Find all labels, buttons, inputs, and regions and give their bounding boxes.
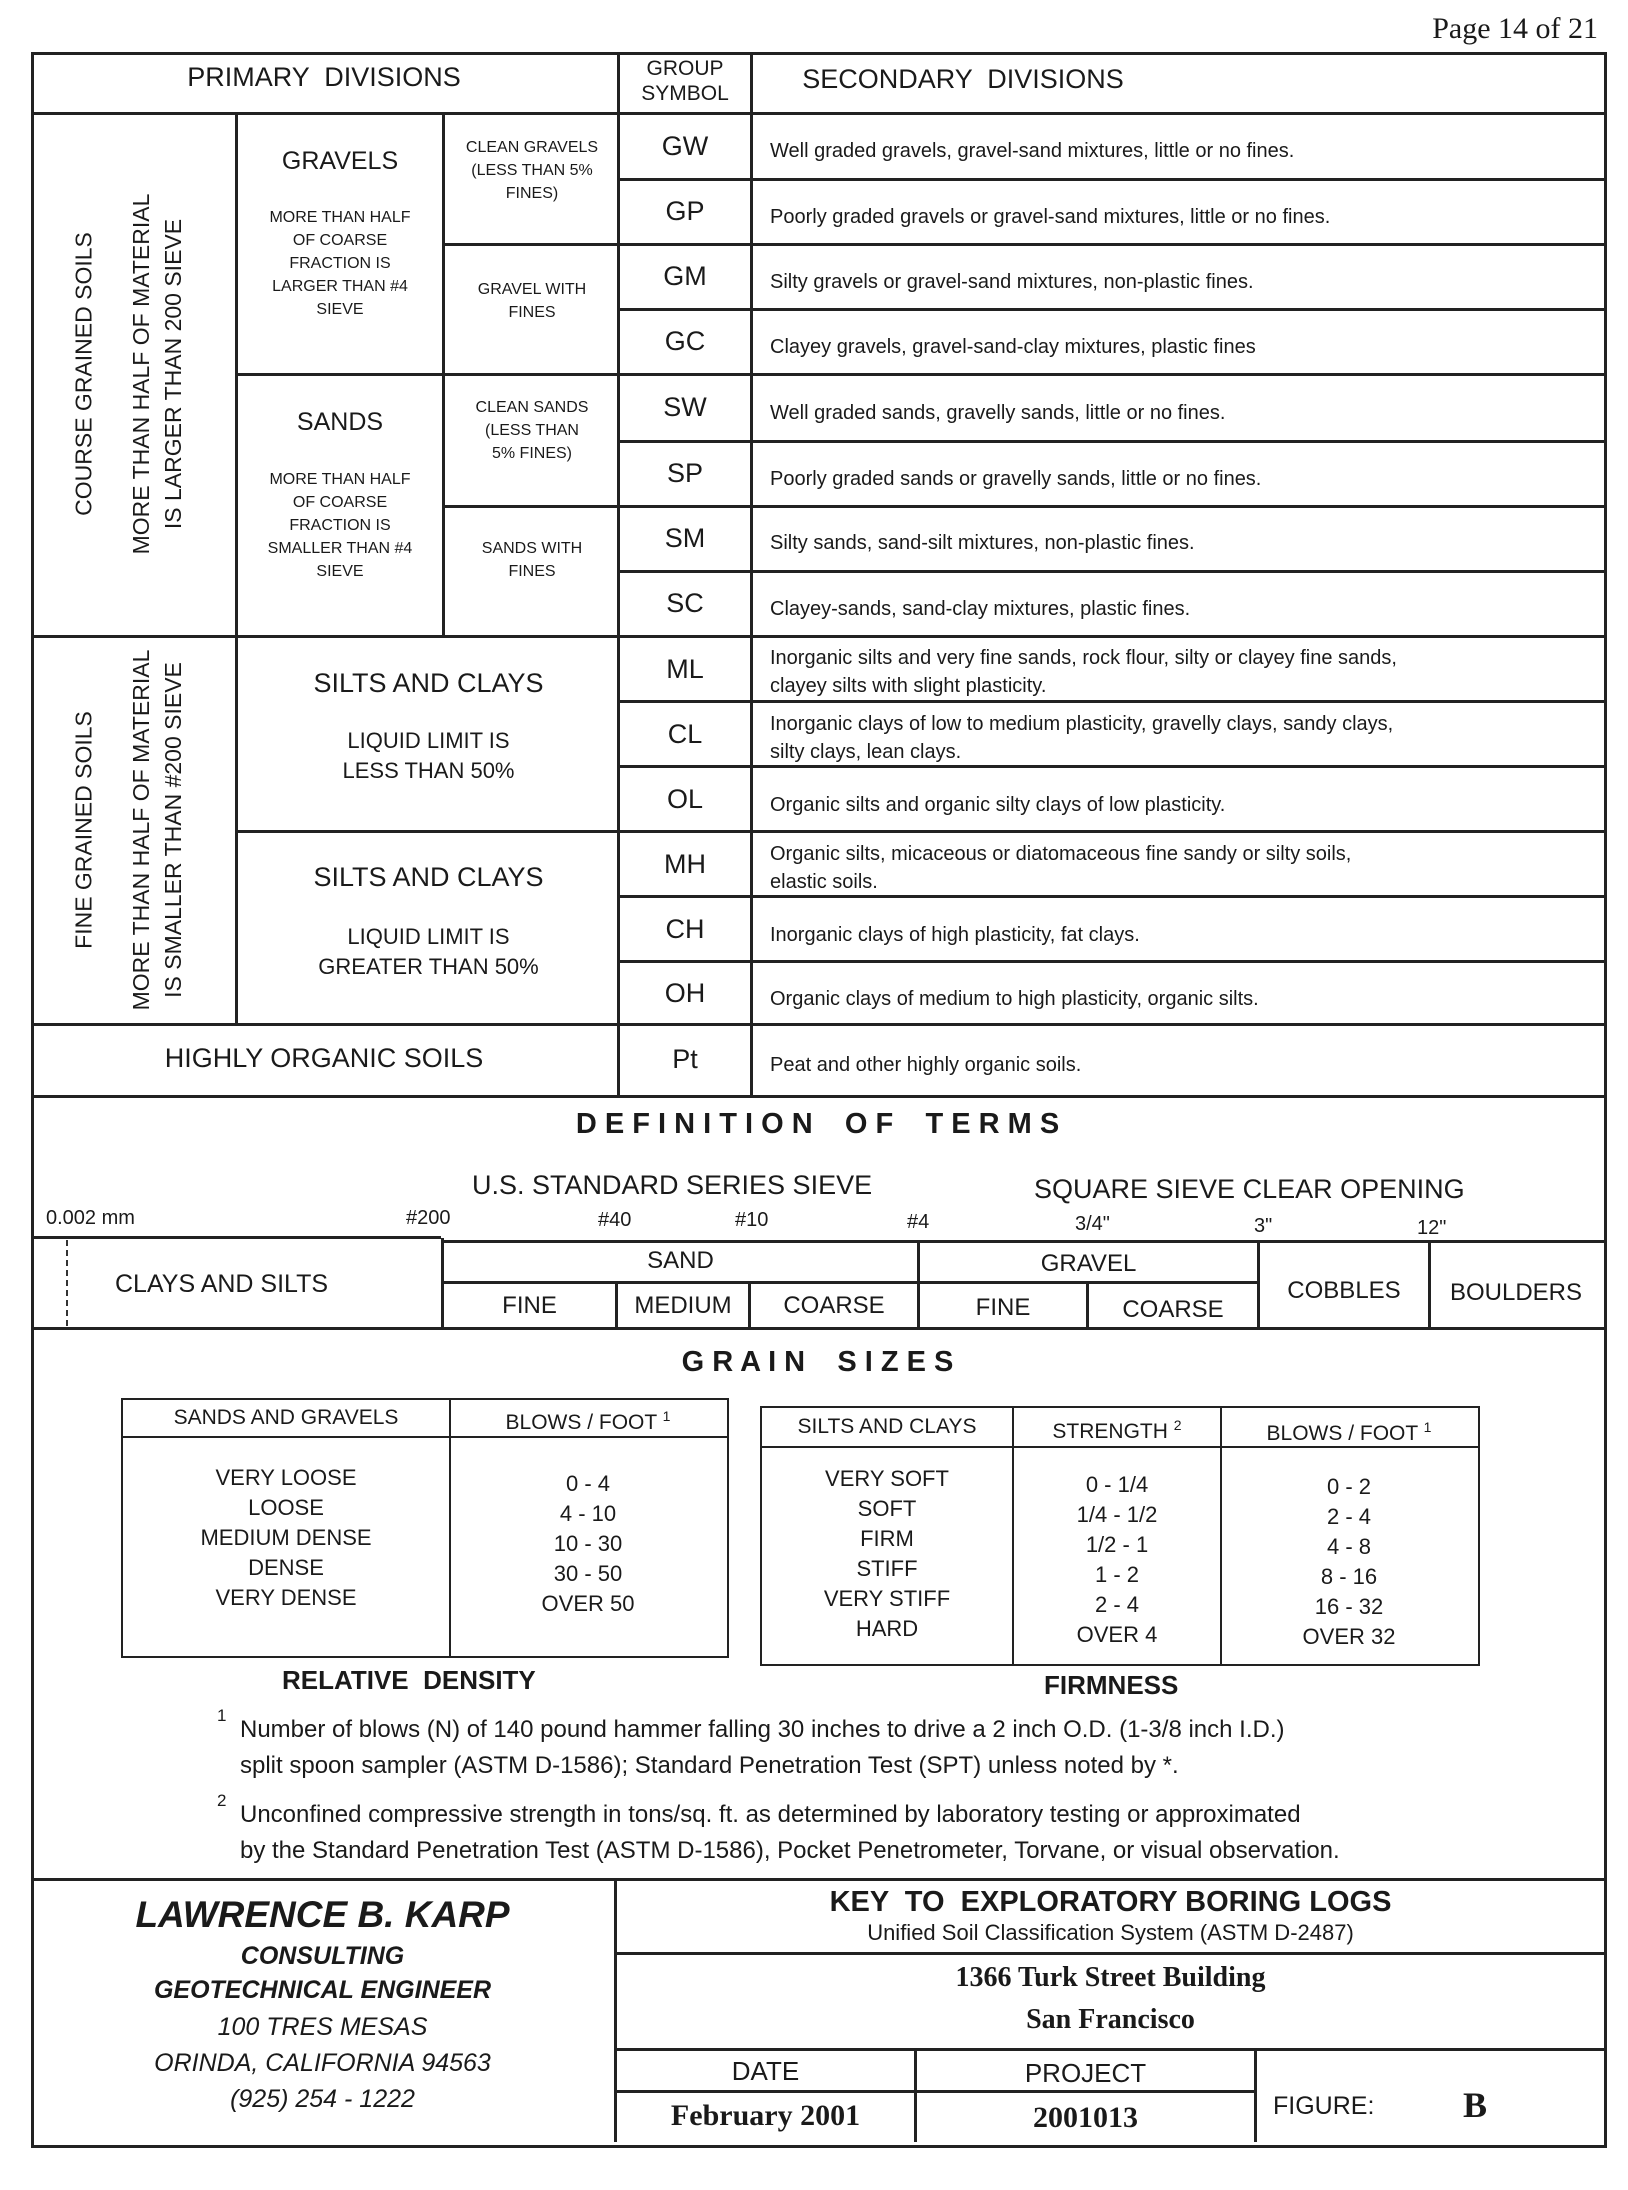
firmness-descriptions: VERY SOFT SOFT FIRM STIFF VERY STIFF HARD bbox=[823, 1466, 951, 1641]
sieve-mark-40: #40 bbox=[598, 1209, 632, 1231]
group-symbol: GM bbox=[663, 261, 707, 291]
firmness-header-strength bbox=[1014, 1417, 1220, 1444]
project-name: 1366 Turk Street Building bbox=[955, 1962, 1266, 1993]
gravels-desc: MORE THAN HALF OF COARSE FRACTION IS LARGER THAN #4 SIEVE bbox=[269, 209, 411, 318]
footnote-2-number: 2 bbox=[217, 1791, 227, 1810]
firm-phone: (925) 254 - 1222 bbox=[230, 2085, 415, 2113]
density-header-blows bbox=[451, 1408, 725, 1435]
secondary-description: Well graded sands, gravelly sands, little or no fines. bbox=[770, 402, 1226, 424]
firm-address-city: ORINDA, CALIFORNIA 94563 bbox=[154, 2049, 491, 2077]
firmness-header-blows bbox=[1222, 1419, 1476, 1446]
footnote-1-text: Number of blows (N) of 140 pound hammer falling 30 inches to drive a 2 inch O.D. (1-3/8 inch I.D.) split spoon sampler (ASTM D-1586); Standard Penetration Test (SPT) unless noted by *. bbox=[240, 1716, 1285, 1779]
group-symbol: GC bbox=[664, 326, 706, 356]
secondary-description: Inorganic silts and very fine sands, rock flour, silty or clayey fine sands, clayey silts with slight plasticity. bbox=[770, 647, 1397, 697]
definition-of-terms-title: D E F I N I T I O N O F T E R M S bbox=[575, 1108, 1060, 1140]
project-label: PROJECT bbox=[1024, 2058, 1147, 2088]
gravel-with-fines: GRAVEL WITH FINES bbox=[477, 281, 587, 321]
secondary-description: Inorganic clays of high plasticity, fat clays. bbox=[770, 924, 1140, 946]
gravels-title: GRAVELS bbox=[281, 147, 399, 175]
us-standard-sieve-label: U.S. STANDARD SERIES SIEVE bbox=[472, 1170, 873, 1200]
footnote-ref: 2 bbox=[1173, 1417, 1182, 1433]
sieve-mark-mm: 0.002 mm bbox=[46, 1207, 135, 1229]
sieve-mark-3in: 3" bbox=[1254, 1215, 1273, 1237]
group-symbol: SW bbox=[663, 392, 707, 422]
secondary-description: Clayey-sands, sand-clay mixtures, plastic fines. bbox=[770, 598, 1191, 620]
date-label: DATE bbox=[731, 2056, 800, 2086]
group-symbol: SP bbox=[666, 458, 704, 488]
sand-medium-label: MEDIUM bbox=[634, 1292, 732, 1319]
clean-gravels: CLEAN GRAVELS (LESS THAN 5% FINES) bbox=[465, 139, 599, 202]
group-symbol: GW bbox=[661, 131, 709, 161]
clays-and-silts-label: CLAYS AND SILTS bbox=[115, 1270, 329, 1298]
project-number: 2001013 bbox=[1033, 2101, 1138, 2134]
secondary-description: Well graded gravels, gravel-sand mixtures, little or no fines. bbox=[770, 140, 1295, 162]
sands-with-fines: SANDS WITH FINES bbox=[481, 540, 583, 580]
group-symbol: OL bbox=[666, 784, 704, 814]
group-symbol: SM bbox=[664, 523, 706, 553]
firmness-header-blows-text: BLOWS / FOOT bbox=[1266, 1422, 1418, 1445]
secondary-description: Organic clays of medium to high plasticity, organic silts. bbox=[770, 988, 1259, 1010]
secondary-description: Silty gravels or gravel-sand mixtures, non-plastic fines. bbox=[770, 271, 1254, 293]
footnote-ref: 1 bbox=[662, 1408, 671, 1424]
sieve-mark-3-4in: 3/4" bbox=[1075, 1213, 1110, 1235]
secondary-description: Silty sands, sand-silt mixtures, non-plastic fines. bbox=[770, 532, 1195, 554]
density-blows-values: 0 - 4 4 - 10 10 - 30 30 - 50 OVER 50 bbox=[541, 1471, 635, 1616]
footnote-1-number: 1 bbox=[217, 1706, 227, 1725]
group-symbol: GP bbox=[665, 196, 705, 226]
firm-address-street: 100 TRES MESAS bbox=[217, 2013, 428, 2041]
density-descriptions: VERY LOOSE LOOSE MEDIUM DENSE DENSE VERY DENSE bbox=[200, 1465, 372, 1610]
secondary-description: Inorganic clays of low to medium plasticity, gravelly clays, sandy clays, silty clays, lean clays. bbox=[770, 713, 1394, 763]
sands-title: SANDS bbox=[296, 408, 384, 436]
cobbles-label: COBBLES bbox=[1287, 1277, 1401, 1304]
coarse-grained-label: COURSE GRAINED SOILS bbox=[70, 232, 97, 516]
secondary-description: Organic silts, micaceous or diatomaceous fine sandy or silty soils, elastic soils. bbox=[770, 843, 1352, 893]
silts-clays-low-title: SILTS AND CLAYS bbox=[313, 668, 544, 698]
secondary-description: Clayey gravels, gravel-sand-clay mixtures, plastic fines bbox=[770, 336, 1256, 358]
group-symbol: ML bbox=[666, 654, 704, 684]
relative-density-caption: RELATIVE DENSITY bbox=[282, 1665, 536, 1695]
footnote-2-text: Unconfined compressive strength in tons/sq. ft. as determined by laboratory testing or approximated by the Standard Penetration Test (ASTM D-1586), Pocket Penetrometer, Torvane, or visual observation. bbox=[240, 1801, 1340, 1864]
firmness-blows-values: 0 - 2 2 - 4 4 - 8 8 - 16 16 - 32 OVER 32 bbox=[1302, 1474, 1396, 1649]
group-symbol: CH bbox=[665, 914, 705, 944]
silts-clays-high-title: SILTS AND CLAYS bbox=[313, 862, 544, 892]
group-symbol: Pt bbox=[672, 1044, 698, 1074]
boulders-label: BOULDERS bbox=[1449, 1279, 1583, 1306]
firmness-header-strength-text: STRENGTH bbox=[1052, 1420, 1168, 1443]
document-title: KEY TO EXPLORATORY BORING LOGS bbox=[829, 1886, 1392, 1918]
date-value: February 2001 bbox=[670, 2099, 861, 2132]
group-symbol: CL bbox=[667, 719, 703, 749]
firm-name: LAWRENCE B. KARP bbox=[135, 1894, 510, 1935]
secondary-description: Poorly graded sands or gravelly sands, little or no fines. bbox=[770, 468, 1262, 490]
figure-value: B bbox=[1463, 2085, 1488, 2125]
highly-organic-label: HIGHLY ORGANIC SOILS bbox=[164, 1043, 484, 1073]
density-header-blows-text: BLOWS / FOOT bbox=[505, 1411, 657, 1434]
secondary-divisions-header: SECONDARY DIVISIONS bbox=[802, 64, 1124, 94]
group-symbol: SC bbox=[666, 588, 704, 618]
group-symbol: MH bbox=[664, 849, 706, 879]
sand-coarse-label: COARSE bbox=[783, 1292, 885, 1319]
gravel-coarse-label: COARSE bbox=[1122, 1296, 1224, 1323]
firmness-caption: FIRMNESS bbox=[1044, 1670, 1179, 1700]
secondary-description: Organic silts and organic silty clays of low plasticity. bbox=[770, 794, 1226, 816]
firm-line-consulting: CONSULTING bbox=[240, 1942, 405, 1970]
primary-divisions-header: PRIMARY DIVISIONS bbox=[187, 62, 461, 92]
firmness-strength-values: 0 - 1/4 1/4 - 1/2 1/2 - 1 1 - 2 2 - 4 OVER 4 bbox=[1076, 1472, 1158, 1647]
silts-clays-high-desc: LIQUID LIMIT IS GREATER THAN 50% bbox=[318, 924, 539, 979]
document-subtitle: Unified Soil Classification System (ASTM D-2487) bbox=[867, 1920, 1354, 1945]
firmness-header-silts-clays: SILTS AND CLAYS bbox=[797, 1415, 977, 1438]
project-city: San Francisco bbox=[1026, 2004, 1195, 2035]
fine-grained-sublabel: MORE THAN HALF OF MATERIAL IS SMALLER THAN #200 SIEVE bbox=[128, 649, 186, 1011]
square-sieve-label: SQUARE SIEVE CLEAR OPENING bbox=[1034, 1174, 1465, 1204]
page-number: Page 14 of 21 bbox=[1432, 12, 1598, 45]
gravel-label: GRAVEL bbox=[1040, 1250, 1137, 1277]
sieve-mark-10: #10 bbox=[735, 1209, 769, 1231]
grain-sizes-title: G R A I N S I Z E S bbox=[681, 1346, 954, 1378]
figure-label: FIGURE: bbox=[1273, 2092, 1375, 2120]
silts-clays-low-desc: LIQUID LIMIT IS LESS THAN 50% bbox=[342, 728, 515, 783]
density-header-sands-gravels: SANDS AND GRAVELS bbox=[173, 1406, 399, 1429]
sieve-mark-12in: 12" bbox=[1417, 1217, 1447, 1239]
secondary-description: Poorly graded gravels or gravel-sand mixtures, little or no fines. bbox=[770, 206, 1331, 228]
sieve-mark-200: #200 bbox=[406, 1207, 451, 1229]
clean-sands: CLEAN SANDS (LESS THAN 5% FINES) bbox=[475, 399, 589, 462]
fine-grained-label: FINE GRAINED SOILS bbox=[70, 711, 97, 949]
group-symbol: OH bbox=[664, 978, 706, 1008]
sand-fine-label: FINE bbox=[502, 1292, 557, 1319]
secondary-description: Peat and other highly organic soils. bbox=[770, 1054, 1082, 1076]
group-symbol-header: GROUP SYMBOL bbox=[641, 57, 729, 105]
gravel-fine-label: FINE bbox=[975, 1294, 1031, 1321]
sands-desc: MORE THAN HALF OF COARSE FRACTION IS SMALLER THAN #4 SIEVE bbox=[267, 471, 413, 580]
footnote-ref: 1 bbox=[1423, 1419, 1432, 1435]
sand-label: SAND bbox=[647, 1247, 714, 1274]
coarse-grained-sublabel: MORE THAN HALF OF MATERIAL IS LARGER THAN 200 SIEVE bbox=[128, 193, 186, 555]
firm-line-geotechnical: GEOTECHNICAL ENGINEER bbox=[153, 1976, 492, 2004]
dashed-marker bbox=[66, 1240, 68, 1326]
sieve-mark-4: #4 bbox=[907, 1211, 930, 1233]
